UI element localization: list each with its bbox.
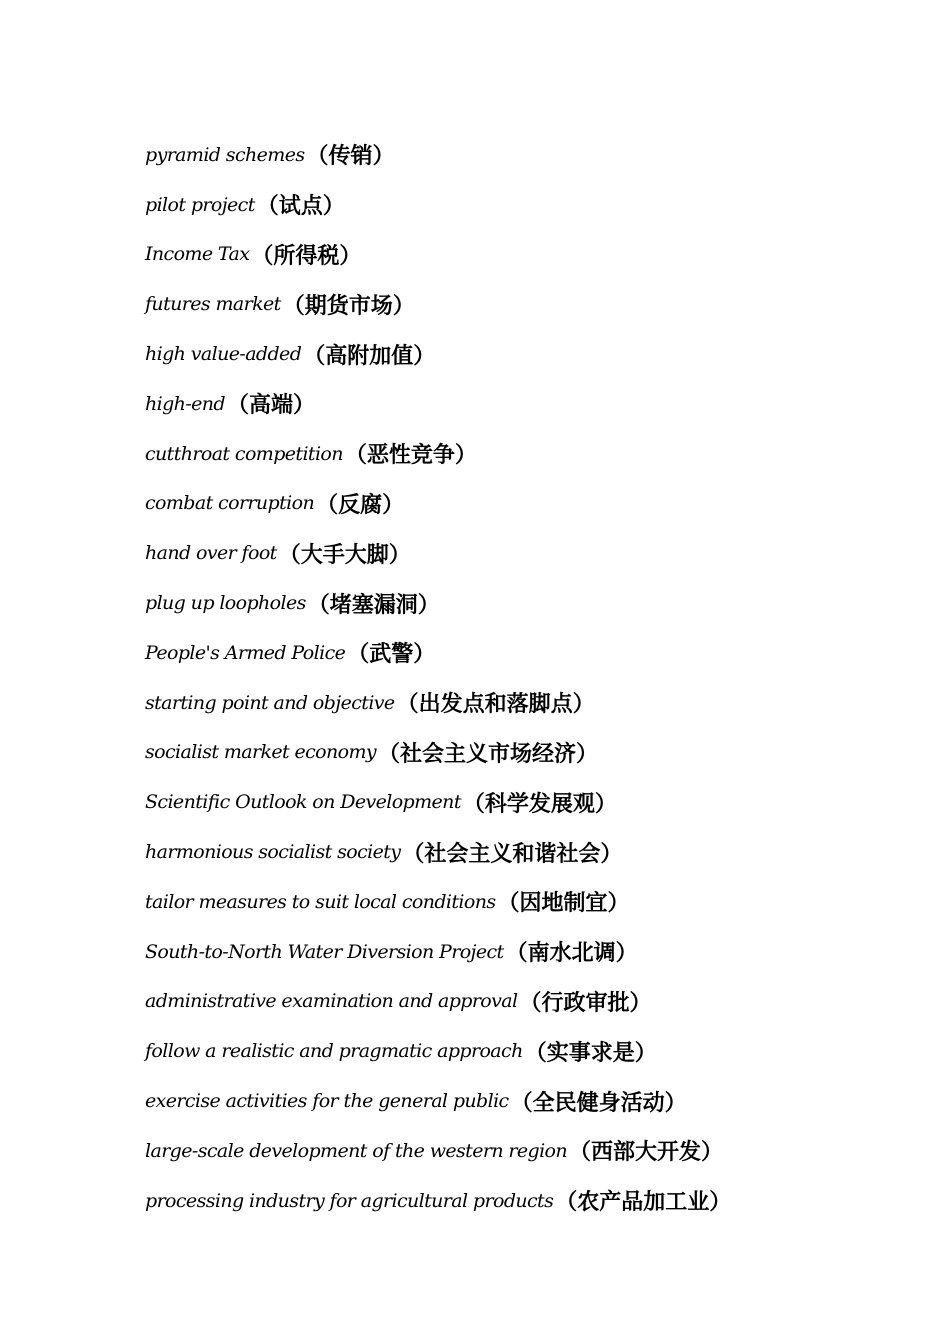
chinese-term: （所得税） [251, 243, 362, 269]
glossary-entry [145, 429, 905, 479]
english-term: combat corruption [145, 492, 315, 515]
chinese-term: （社会主义市场经济） [378, 741, 599, 767]
glossary-entry [145, 130, 905, 180]
chinese-term: （武警） [347, 642, 436, 668]
glossary-entry [145, 678, 905, 728]
chinese-term: （社会主义和谐社会） [402, 841, 623, 867]
glossary-entry [145, 180, 905, 230]
english-term: harmonious socialist society [145, 841, 401, 864]
english-term: large-scale development of the western region [145, 1139, 568, 1162]
glossary-entry [145, 279, 905, 329]
glossary-entry [145, 379, 905, 429]
english-term: plug up loopholes [145, 592, 306, 615]
english-term: cutthroat competition [145, 442, 343, 465]
english-term: pyramid schemes [145, 143, 305, 166]
english-term: processing industry for agricultural products [145, 1189, 554, 1212]
english-term: Income Tax [145, 243, 250, 266]
glossary-entry [145, 1026, 905, 1076]
glossary-list [145, 130, 905, 1226]
chinese-term: （科学发展观） [462, 791, 617, 817]
chinese-term: （期货市场） [282, 293, 415, 319]
glossary-entry [145, 528, 905, 578]
chinese-term: （试点） [256, 194, 345, 220]
chinese-term: （实事求是） [524, 1040, 657, 1066]
glossary-entry [145, 1126, 905, 1176]
chinese-term: （行政审批） [519, 990, 652, 1016]
chinese-term: （高端） [226, 393, 315, 419]
chinese-term: （传销） [306, 144, 395, 170]
chinese-term: （全民健身活动） [510, 1090, 687, 1116]
glossary-entry [145, 479, 905, 529]
english-term: exercise activities for the general public [145, 1090, 509, 1113]
glossary-entry [145, 977, 905, 1027]
english-term: Scientific Outlook on Development [145, 791, 461, 814]
chinese-term: （堵塞漏洞） [307, 592, 440, 618]
english-term: tailor measures to suit local conditions [145, 890, 496, 913]
chinese-term: （高附加值） [303, 343, 436, 369]
chinese-term: （南水北调） [505, 941, 638, 967]
glossary-entry [145, 628, 905, 678]
chinese-term: （西部大开发） [569, 1140, 724, 1166]
english-term: hand over foot [145, 542, 277, 565]
glossary-entry [145, 1076, 905, 1126]
chinese-term: （因地制宜） [497, 891, 630, 917]
chinese-term: （反腐） [316, 492, 405, 518]
chinese-term: （大手大脚） [278, 542, 411, 568]
english-term: South-to-North Water Diversion Project [145, 940, 504, 963]
glossary-entry [145, 877, 905, 927]
chinese-term: （出发点和落脚点） [396, 692, 595, 718]
chinese-term: （农产品加工业） [555, 1190, 732, 1216]
chinese-term: （恶性竞争） [344, 443, 477, 469]
english-term: socialist market economy [145, 741, 377, 764]
glossary-entry [145, 578, 905, 628]
english-term: People's Armed Police [145, 641, 346, 664]
glossary-entry [145, 777, 905, 827]
glossary-entry [145, 1176, 905, 1226]
english-term: starting point and objective [145, 691, 395, 714]
english-term: follow a realistic and pragmatic approach [145, 1040, 523, 1063]
glossary-entry [145, 230, 905, 280]
english-term: futures market [145, 293, 281, 316]
glossary-entry [145, 329, 905, 379]
english-term: pilot project [145, 193, 255, 216]
english-term: administrative examination and approval [145, 990, 518, 1013]
english-term: high value-added [145, 343, 302, 366]
glossary-entry [145, 728, 905, 778]
glossary-entry [145, 927, 905, 977]
glossary-entry [145, 827, 905, 877]
english-term: high-end [145, 392, 225, 415]
